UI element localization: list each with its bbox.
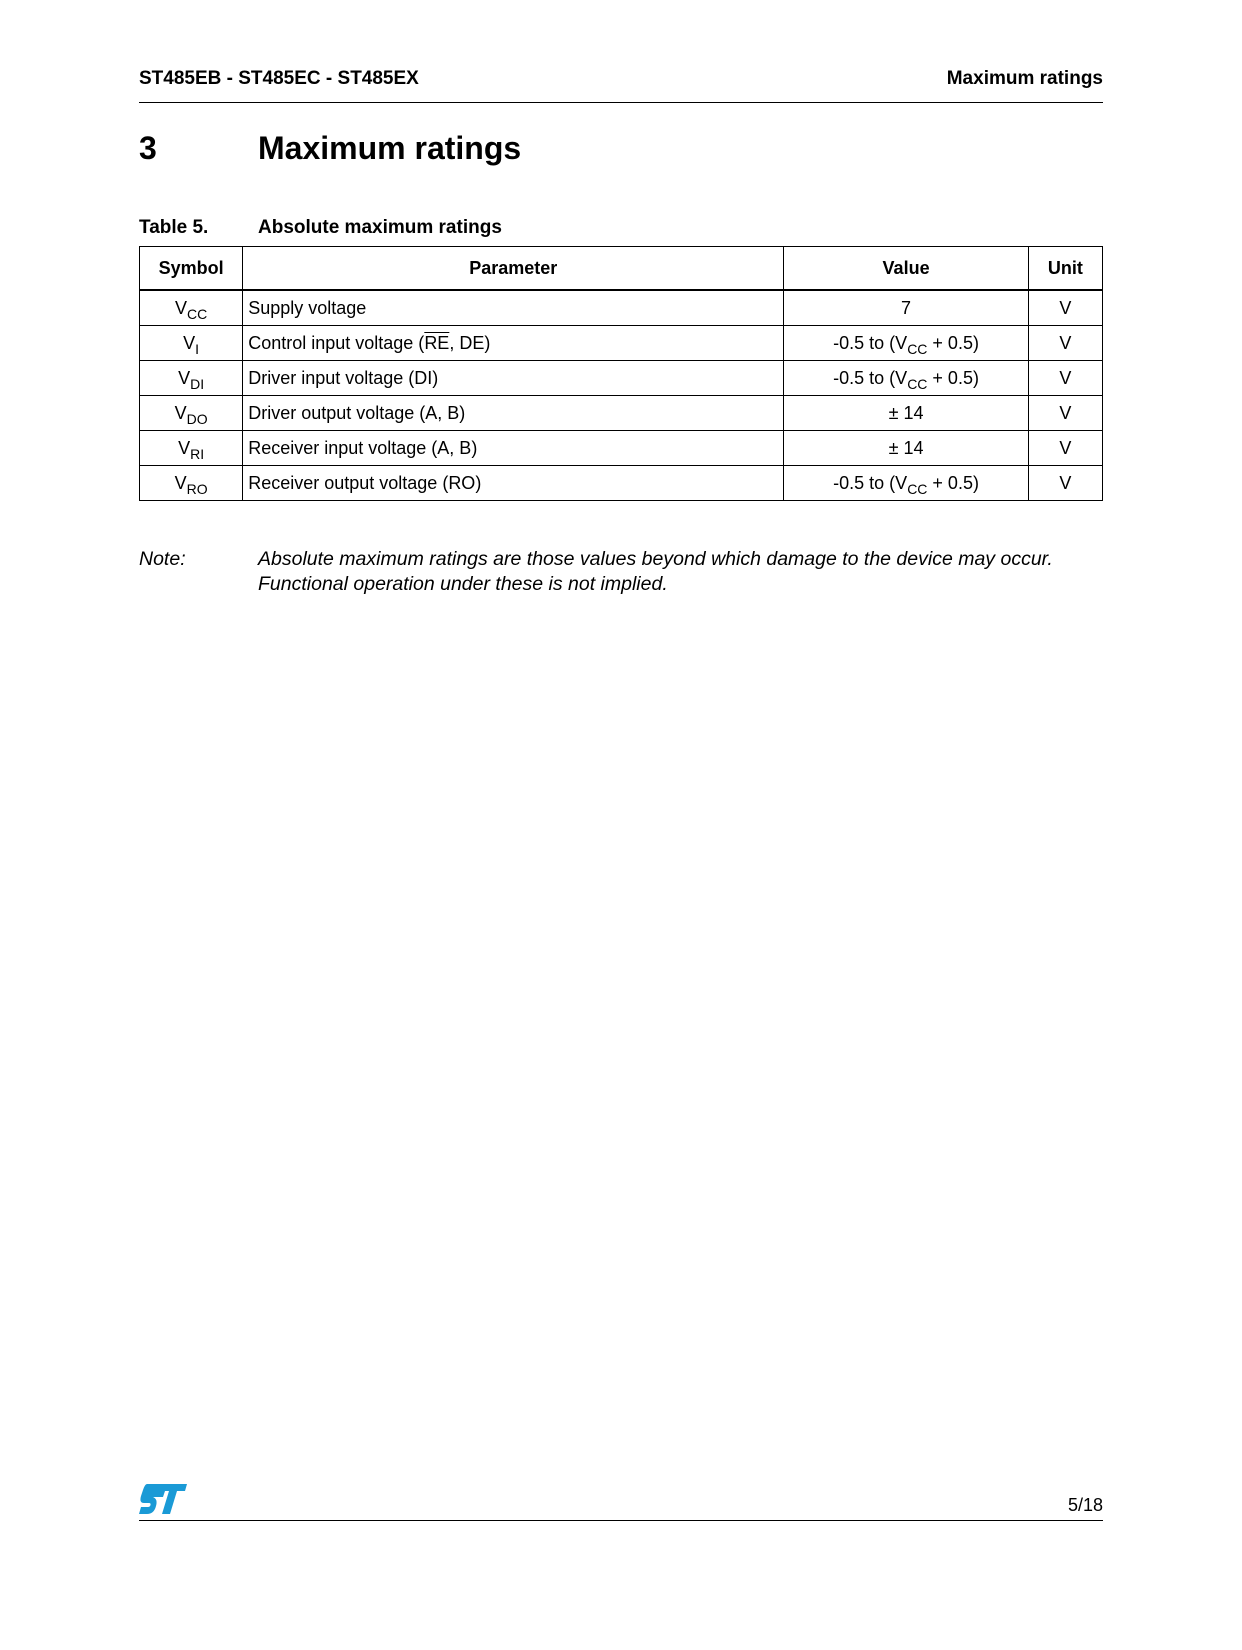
- parameter-text: Receiver output voltage (RO): [248, 472, 482, 493]
- parameter-cell: [243, 290, 784, 326]
- section-number: 3: [139, 130, 157, 166]
- value-text-post: + 0.5): [927, 367, 979, 388]
- parameter-cell: [243, 326, 784, 361]
- unit-cell: V: [1028, 431, 1102, 466]
- table-row: [140, 290, 1103, 326]
- table-row: [140, 431, 1103, 466]
- parameter-cell: [243, 466, 784, 501]
- column-header-parameter: Parameter: [243, 247, 784, 291]
- table-row: [140, 361, 1103, 396]
- table-row: [140, 466, 1103, 501]
- table-label: Table 5.: [139, 217, 209, 238]
- st-logo-icon: [139, 1482, 189, 1516]
- column-header-symbol: Symbol: [140, 247, 243, 291]
- symbol-subscript: CC: [186, 305, 208, 322]
- table-row: [140, 326, 1103, 361]
- symbol-main: V: [183, 332, 196, 353]
- value-cell: [784, 290, 1029, 326]
- symbol-cell: [140, 326, 243, 361]
- symbol-main: V: [178, 437, 191, 458]
- symbol-subscript: DO: [186, 410, 208, 427]
- unit-cell: V: [1028, 326, 1102, 361]
- value-cell: [784, 326, 1029, 361]
- page-header: [139, 68, 1103, 103]
- symbol-cell: [140, 466, 243, 501]
- value-text: -0.5 to (V: [833, 332, 908, 353]
- parameter-cell: [243, 396, 784, 431]
- value-cell: [784, 361, 1029, 396]
- page-footer: [139, 1482, 1103, 1521]
- unit-cell: V: [1028, 466, 1102, 501]
- header-product-names: ST485EB - ST485EC - ST485EX: [139, 68, 419, 89]
- symbol-cell: [140, 290, 243, 326]
- value-subscript: CC: [907, 375, 928, 392]
- symbol-main: V: [174, 472, 187, 493]
- symbol-main: V: [178, 367, 191, 388]
- column-header-value: Value: [784, 247, 1029, 291]
- section-title: Maximum ratings: [258, 130, 522, 166]
- symbol-main: V: [174, 297, 187, 318]
- parameter-text: Driver output voltage (A, B): [248, 402, 466, 423]
- symbol-cell: [140, 396, 243, 431]
- value-text-post: + 0.5): [927, 332, 979, 353]
- value-text-post: + 0.5): [927, 472, 979, 493]
- value-cell: [784, 466, 1029, 501]
- page-number: 5/18: [1067, 1495, 1103, 1515]
- column-header-unit: Unit: [1028, 247, 1102, 291]
- value-subscript: CC: [907, 340, 928, 357]
- note-label: Note:: [139, 548, 186, 570]
- parameter-text: Receiver input voltage (A, B): [248, 437, 478, 458]
- value-text: -0.5 to (V: [833, 367, 908, 388]
- table-title: Absolute maximum ratings: [258, 217, 502, 238]
- parameter-text-post: , DE): [449, 332, 491, 353]
- header-section-name: Maximum ratings: [946, 68, 1103, 89]
- table-header-row: [140, 247, 1103, 291]
- symbol-subscript: DI: [190, 375, 205, 392]
- parameter-overline: $\overline{RE}$: [424, 332, 450, 353]
- value-text: ± 14: [888, 437, 924, 458]
- unit-cell: V: [1028, 396, 1102, 431]
- symbol-cell: [140, 361, 243, 396]
- value-cell: [784, 431, 1029, 466]
- value-text: ± 14: [888, 402, 924, 423]
- value-subscript: CC: [907, 480, 928, 497]
- symbol-subscript: I: [195, 340, 200, 357]
- symbol-subscript: RO: [186, 480, 208, 497]
- parameter-text: Control input voltage (: [248, 332, 425, 353]
- value-text: 7: [901, 297, 912, 318]
- unit-cell: V: [1028, 290, 1102, 326]
- parameter-cell: [243, 361, 784, 396]
- unit-cell: V: [1028, 361, 1102, 396]
- value-text: -0.5 to (V: [833, 472, 908, 493]
- symbol-cell: [140, 431, 243, 466]
- symbol-subscript: RI: [190, 445, 205, 462]
- parameter-cell: [243, 431, 784, 466]
- symbol-main: V: [174, 402, 187, 423]
- table-row: [140, 396, 1103, 431]
- value-cell: [784, 396, 1029, 431]
- parameter-text: Driver input voltage (DI): [248, 367, 439, 388]
- ratings-table: [139, 246, 1103, 501]
- parameter-text: Supply voltage: [248, 297, 367, 318]
- note-text: Absolute maximum ratings are those values beyond which damage to the device may occur. Functional operation under these is not implied.: [258, 548, 1053, 595]
